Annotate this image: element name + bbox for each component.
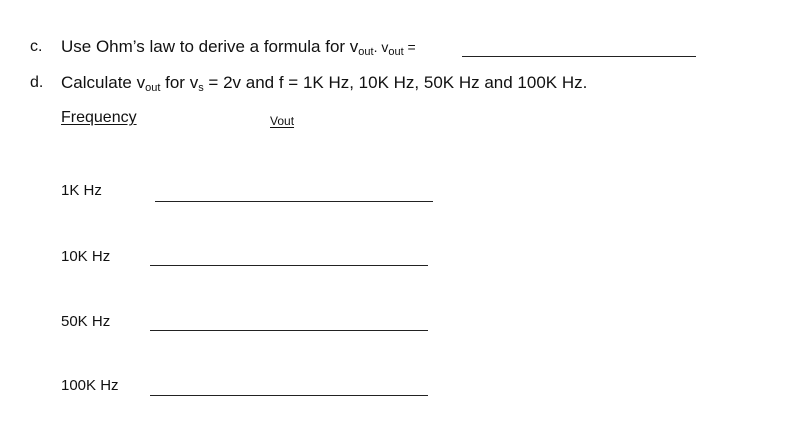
question-c-after: . v: [373, 39, 389, 55]
question-c-sub-out-2: out: [388, 46, 404, 58]
question-c-prompt: Use Ohm’s law to derive a formula for v: [61, 37, 359, 56]
answer-blank-row-1[interactable]: [155, 201, 433, 202]
question-c-text: [61, 37, 416, 57]
frequency-label-row-2: 10K Hz: [61, 248, 111, 265]
frequency-label-row-3: 50K Hz: [61, 313, 111, 330]
answer-blank-row-4[interactable]: [150, 395, 428, 396]
question-d-sub-s: s: [198, 82, 204, 94]
answer-blank-row-2[interactable]: [150, 265, 428, 266]
header-frequency: Frequency: [61, 109, 137, 126]
question-d-part-3: = 2v and f = 1K Hz, 10K Hz, 50K Hz and 100K Hz.: [203, 73, 588, 92]
question-d-text: [61, 73, 587, 93]
question-d-label: d.: [30, 74, 44, 91]
answer-blank-row-3[interactable]: [150, 330, 428, 331]
answer-blank-formula[interactable]: [462, 56, 696, 57]
header-vout: Vout: [270, 114, 295, 128]
question-c-sub-out: out: [358, 46, 374, 58]
question-c-label: c.: [30, 38, 43, 55]
question-d-sub-out: out: [145, 82, 161, 94]
frequency-label-row-4: 100K Hz: [61, 377, 119, 394]
question-d-part-1: Calculate v: [61, 73, 146, 92]
question-c-equals: =: [403, 39, 416, 55]
question-d-part-2: for v: [160, 73, 199, 92]
frequency-label-row-1: 1K Hz: [61, 182, 102, 199]
